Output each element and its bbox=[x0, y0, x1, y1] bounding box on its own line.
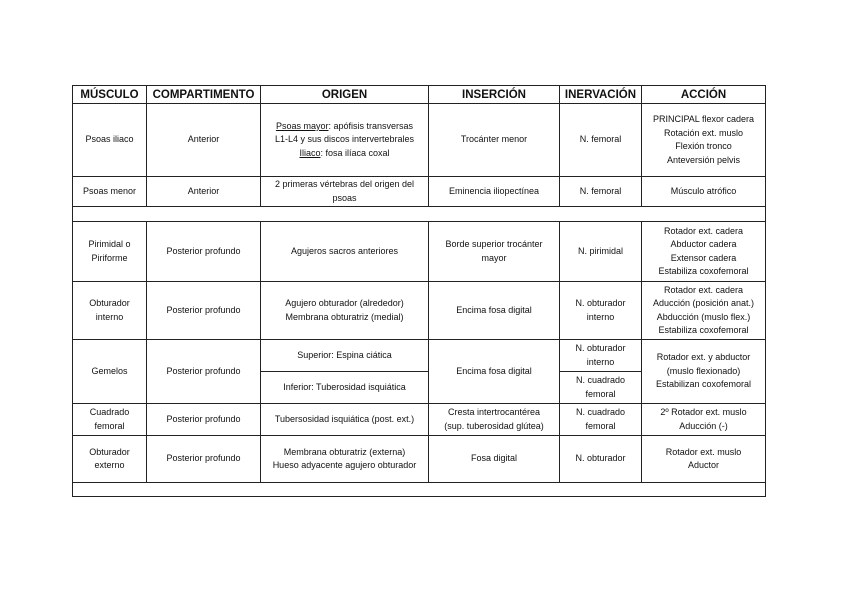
accion-line: Rotación ext. muslo bbox=[663, 127, 744, 138]
row-cuadrado-femoral bbox=[73, 404, 766, 436]
accion-line: Flexión tronco bbox=[675, 141, 732, 151]
insercion-line: (sup. tuberosidad glútea) bbox=[444, 420, 544, 431]
cell-compartimento: Posterior profundo bbox=[147, 222, 261, 282]
cell-insercion: Encima fosa digital bbox=[429, 340, 560, 404]
cell-accion bbox=[642, 104, 766, 177]
accion-line: Estabiliza coxofemoral bbox=[658, 325, 749, 335]
cell-insercion: Eminencia iliopectínea bbox=[429, 177, 560, 207]
cell-compartimento: Posterior profundo bbox=[147, 404, 261, 436]
cell-insercion: Fosa digital bbox=[429, 436, 560, 483]
origen-line: Agujero obturador (alrededor) bbox=[285, 298, 404, 308]
cell-insercion: Trocánter menor bbox=[429, 104, 560, 177]
cell-insercion bbox=[429, 404, 560, 436]
cell-musculo: Gemelos bbox=[73, 340, 147, 404]
accion-line: Estabilizan coxofemoral bbox=[655, 379, 752, 390]
cell-inervacion: N. femoral bbox=[560, 104, 642, 177]
cell-musculo: Cuadrado femoral bbox=[73, 404, 147, 436]
accion-line: PRINCIPAL flexor cadera bbox=[652, 114, 755, 124]
cell-inervacion-superior: N. obturador interno bbox=[560, 340, 642, 372]
cell-inervacion: N. femoral bbox=[560, 177, 642, 207]
cell-inervacion: N. cuadrado femoral bbox=[560, 404, 642, 436]
cell-compartimento: Posterior profundo bbox=[147, 282, 261, 340]
origen-line: Membrana obturatriz (externa) bbox=[283, 446, 406, 457]
cell-compartimento: Anterior bbox=[147, 177, 261, 207]
accion-line: Abducción (muslo flex.) bbox=[656, 311, 751, 322]
cell-compartimento: Anterior bbox=[147, 104, 261, 177]
origen-text: L1-L4 y sus discos intervertebrales bbox=[274, 134, 415, 145]
accion-line: Abductor cadera bbox=[670, 239, 737, 249]
cell-origen: 2 primeras vértebras del origen del psoas bbox=[261, 177, 429, 207]
cell-musculo: Obturador externo bbox=[73, 436, 147, 483]
cell-origen: Agujeros sacros anteriores bbox=[261, 222, 429, 282]
accion-line: Anteversión pelvis bbox=[666, 154, 741, 165]
origen-line: Hueso adyacente agujero obturador bbox=[272, 460, 417, 470]
cell-compartimento: Posterior profundo bbox=[147, 340, 261, 404]
row-obturador-externo bbox=[73, 436, 766, 483]
header-accion: ACCIÓN bbox=[642, 86, 766, 104]
cell-accion: Músculo atrófico bbox=[642, 177, 766, 207]
origen-label-psoas-mayor: Psoas mayor bbox=[275, 120, 329, 131]
row-psoas-iliaco bbox=[73, 104, 766, 177]
cell-musculo: Pirimidal o Piriforme bbox=[73, 222, 147, 282]
empty-cell bbox=[73, 483, 766, 497]
accion-line: Rotador ext. cadera bbox=[663, 284, 744, 295]
accion-line: Extensor cadera bbox=[670, 252, 737, 263]
cell-origen-inferior: Inferior: Tuberosidad isquiática bbox=[261, 372, 429, 404]
accion-line: Aducción (posición anat.) bbox=[652, 298, 755, 308]
cell-inervacion: N. obturador interno bbox=[560, 282, 642, 340]
header-insercion: INSERCIÓN bbox=[429, 86, 560, 104]
origen-text: : fosa ilíaca coxal bbox=[320, 147, 390, 158]
cell-insercion: Borde superior trocánter mayor bbox=[429, 222, 560, 282]
cell-origen bbox=[261, 104, 429, 177]
cell-accion bbox=[642, 436, 766, 483]
cell-inervacion: N. obturador bbox=[560, 436, 642, 483]
cell-accion bbox=[642, 340, 766, 404]
cell-musculo: Psoas iliaco bbox=[73, 104, 147, 177]
cell-musculo: Obturador interno bbox=[73, 282, 147, 340]
cell-insercion: Encima fosa digital bbox=[429, 282, 560, 340]
accion-line: 2º Rotador ext. muslo bbox=[660, 407, 747, 417]
accion-line: Rotador ext. y abductor bbox=[656, 352, 751, 363]
accion-line: Aducción (-) bbox=[679, 420, 728, 431]
cell-accion bbox=[642, 222, 766, 282]
header-row bbox=[73, 86, 766, 104]
spacer-row bbox=[73, 207, 766, 222]
row-piriforme bbox=[73, 222, 766, 282]
spacer-cell bbox=[73, 207, 766, 222]
accion-line: Rotador ext. cadera bbox=[663, 225, 744, 236]
header-musculo: MÚSCULO bbox=[73, 86, 147, 104]
cell-inervacion: N. pirimidal bbox=[560, 222, 642, 282]
insercion-line: Cresta intertrocantérea bbox=[447, 407, 541, 417]
accion-line: Rotador ext. muslo bbox=[665, 446, 742, 457]
cell-accion bbox=[642, 404, 766, 436]
accion-line: (muslo flexionado) bbox=[666, 365, 741, 376]
cell-origen bbox=[261, 436, 429, 483]
cell-accion bbox=[642, 282, 766, 340]
header-inervacion: INERVACIÓN bbox=[560, 86, 642, 104]
cell-origen bbox=[261, 282, 429, 340]
cell-origen: Tubersosidad isquiática (post. ext.) bbox=[261, 404, 429, 436]
cell-compartimento: Posterior profundo bbox=[147, 436, 261, 483]
origen-label-iliaco: Iliaco bbox=[299, 147, 321, 158]
accion-line: Aductor bbox=[687, 460, 720, 470]
cell-musculo: Psoas menor bbox=[73, 177, 147, 207]
origen-line: Membrana obturatriz (medial) bbox=[285, 311, 404, 322]
row-psoas-menor bbox=[73, 177, 766, 207]
header-compartimento: COMPARTIMENTO bbox=[147, 86, 261, 104]
cell-origen-superior: Superior: Espina ciática bbox=[261, 340, 429, 372]
header-origen: ORIGEN bbox=[261, 86, 429, 104]
cell-inervacion-inferior: N. cuadrado femoral bbox=[560, 372, 642, 404]
muscle-table bbox=[72, 85, 766, 497]
origen-text: : apófisis transversas bbox=[328, 120, 414, 131]
accion-line: Estabiliza coxofemoral bbox=[658, 266, 749, 276]
row-gemelos bbox=[73, 340, 766, 372]
row-obturador-interno bbox=[73, 282, 766, 340]
empty-row bbox=[73, 483, 766, 497]
